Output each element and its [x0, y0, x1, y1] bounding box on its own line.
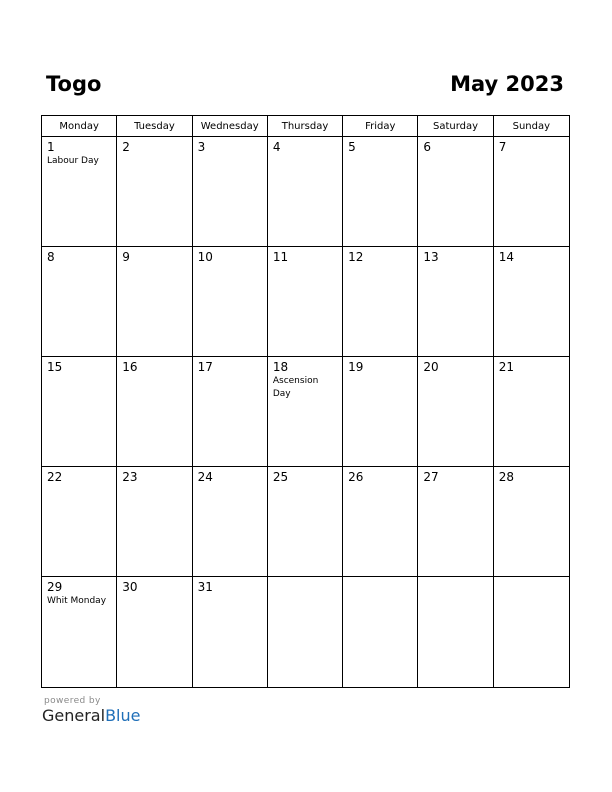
day-cell: [268, 247, 343, 357]
weekday-header: Monday: [42, 116, 117, 137]
day-number: 28: [498, 470, 514, 484]
day-cell: [193, 577, 268, 687]
day-number: 4: [272, 140, 281, 154]
generalblue-logo: [42, 706, 140, 726]
empty-day-cell: [494, 577, 569, 687]
day-number: 3: [197, 140, 206, 154]
empty-day-cell: [268, 577, 343, 687]
weekday-header: Saturday: [418, 116, 493, 137]
day-cell: [42, 577, 117, 687]
day-cell: [42, 467, 117, 577]
day-cell: [117, 137, 192, 247]
day-cell: [117, 467, 192, 577]
footer-branding: [42, 696, 140, 726]
day-cell: [494, 357, 569, 467]
weekday-header: Friday: [343, 116, 418, 137]
weekday-header: Sunday: [494, 116, 569, 137]
day-number: 7: [498, 140, 507, 154]
holiday-label: Labour Day: [47, 156, 99, 166]
powered-by-text: powered by: [44, 696, 101, 706]
day-cell: [494, 137, 569, 247]
day-cell: [418, 357, 493, 467]
day-cell: [42, 247, 117, 357]
day-cell: [268, 357, 343, 467]
day-cell: [42, 137, 117, 247]
day-cell: [193, 467, 268, 577]
day-number: 6: [423, 140, 432, 154]
day-cell: [117, 577, 192, 687]
day-number: 26: [348, 470, 364, 484]
day-cell: [117, 357, 192, 467]
day-number: 31: [197, 580, 213, 594]
day-number: 15: [47, 360, 63, 374]
weekday-header: Wednesday: [193, 116, 268, 137]
day-number: 10: [197, 250, 213, 264]
day-number: 19: [348, 360, 364, 374]
day-cell: [494, 467, 569, 577]
day-number: 8: [47, 250, 55, 264]
day-number: 21: [498, 360, 514, 374]
day-cell: [343, 247, 418, 357]
country-title: Togo: [46, 72, 102, 96]
day-number: 1: [47, 140, 55, 154]
day-cell: [418, 137, 493, 247]
day-cell: [343, 467, 418, 577]
day-number: 16: [122, 360, 138, 374]
day-cell: [494, 247, 569, 357]
weekday-header: Tuesday: [117, 116, 192, 137]
day-cell: [418, 467, 493, 577]
day-number: 9: [122, 250, 130, 264]
day-cell: [343, 137, 418, 247]
weekday-header: Thursday: [268, 116, 343, 137]
day-cell: [268, 467, 343, 577]
day-number: 18: [272, 360, 289, 374]
logo-general-text: General: [42, 706, 106, 725]
day-number: 12: [348, 250, 364, 264]
day-cell: [418, 247, 493, 357]
day-cell: [193, 357, 268, 467]
day-number: 25: [272, 470, 289, 484]
holiday-label: Whit Monday: [47, 596, 107, 606]
day-number: 11: [272, 250, 289, 264]
month-year-title: May 2023: [450, 72, 564, 96]
day-cell: [42, 357, 117, 467]
day-number: 23: [122, 470, 138, 484]
calendar-grid: [41, 115, 570, 688]
day-number: 30: [122, 580, 138, 594]
day-cell: [117, 247, 192, 357]
day-cell: [268, 137, 343, 247]
day-cell: [193, 247, 268, 357]
day-number: 20: [423, 360, 439, 374]
day-cell: [193, 137, 268, 247]
logo-blue-text: Blue: [105, 706, 141, 725]
empty-day-cell: [418, 577, 493, 687]
day-number: 5: [348, 140, 356, 154]
day-number: 24: [197, 470, 213, 484]
day-number: 22: [47, 470, 63, 484]
empty-day-cell: [343, 577, 418, 687]
day-number: 27: [423, 470, 439, 484]
day-number: 13: [423, 250, 439, 264]
day-cell: [343, 357, 418, 467]
day-number: 14: [498, 250, 514, 264]
holiday-label: Ascension Day: [272, 376, 319, 399]
day-number: 2: [122, 140, 130, 154]
day-number: 29: [47, 580, 63, 594]
day-number: 17: [197, 360, 213, 374]
